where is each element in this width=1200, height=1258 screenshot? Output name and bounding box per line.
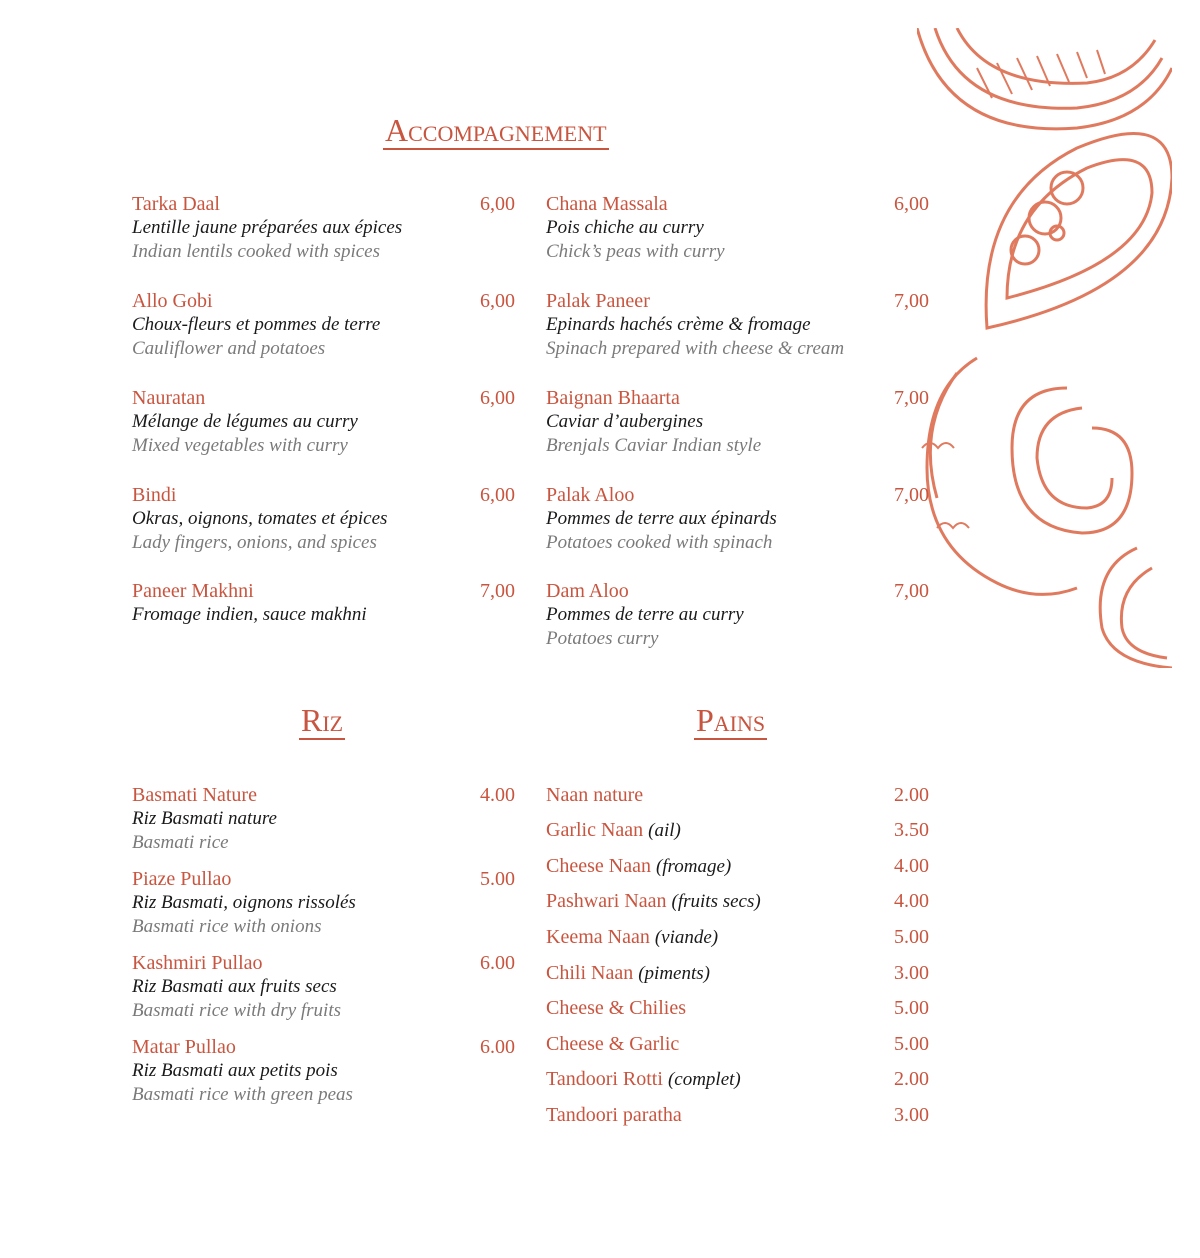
item-name: Pashwari Naan	[546, 890, 667, 912]
item-price: 4.00	[894, 855, 929, 877]
item-description-fr: Fromage indien, sauce makhni	[132, 604, 367, 625]
item-description-en: Basmati rice with onions	[132, 916, 322, 937]
item-description-en: Indian lentils cooked with spices	[132, 241, 381, 262]
item-note: (piments)	[638, 963, 710, 984]
bread-item	[546, 960, 929, 988]
item-price: 2.00	[894, 784, 929, 806]
item-description-fr: Pommes de terre aux épinards	[546, 508, 777, 529]
item-description-fr: Riz Basmati aux fruits secs	[132, 976, 337, 997]
bread-item	[546, 782, 929, 810]
item-description-fr: Choux-fleurs et pommes de terre	[132, 314, 381, 335]
item-price: 6.00	[480, 952, 515, 974]
item-name: Nauratan	[132, 387, 206, 409]
item-price: 7,00	[480, 580, 515, 602]
item-name: Baignan Bhaarta	[546, 387, 680, 409]
item-note: (fruits secs)	[671, 891, 761, 912]
item-name: Chili Naan	[546, 962, 634, 984]
henna-ornament-decoration	[917, 28, 1172, 668]
bread-item	[546, 1102, 929, 1130]
bread-item	[546, 817, 929, 845]
item-name: Palak Paneer	[546, 290, 650, 312]
item-description-fr: Epinards hachés crème & fromage	[546, 314, 811, 335]
item-price: 3.00	[894, 962, 929, 984]
item-description-fr: Mélange de légumes au curry	[132, 411, 358, 432]
item-price: 4.00	[480, 784, 515, 806]
bread-item	[546, 888, 929, 916]
item-description-fr: Caviar d’aubergines	[546, 411, 704, 432]
item-price: 5.00	[894, 926, 929, 948]
item-description-en: Basmati rice with green peas	[132, 1084, 353, 1105]
item-name: Matar Pullao	[132, 1036, 236, 1058]
bread-item	[546, 924, 929, 952]
item-name: Chana Massala	[546, 193, 668, 215]
item-price: 7,00	[894, 290, 929, 312]
bread-item	[546, 1031, 929, 1059]
item-name: Paneer Makhni	[132, 580, 254, 602]
item-description-fr: Pommes de terre au curry	[546, 604, 744, 625]
item-description-en: Lady fingers, onions, and spices	[132, 532, 377, 553]
bread-item	[546, 995, 929, 1023]
item-note: (complet)	[667, 1069, 741, 1090]
item-description-fr: Okras, oignons, tomates et épices	[132, 508, 388, 529]
item-name: Garlic Naan	[546, 819, 644, 841]
item-name: Cheese Naan	[546, 855, 651, 877]
item-name: Bindi	[132, 484, 177, 506]
item-note: (ail)	[648, 820, 681, 841]
item-price: 7,00	[894, 387, 929, 409]
item-name: Tandoori Rotti	[546, 1068, 663, 1090]
item-price: 5.00	[894, 997, 929, 1019]
item-description-en: Mixed vegetables with curry	[132, 435, 348, 456]
item-price: 3.00	[894, 1104, 929, 1126]
item-name: Dam Aloo	[546, 580, 629, 602]
item-price: 5.00	[480, 868, 515, 890]
item-name: Cheese & Chilies	[546, 997, 686, 1019]
item-price: 6,00	[480, 387, 515, 409]
item-price: 7,00	[894, 580, 929, 602]
item-note: (fromage)	[655, 856, 732, 877]
item-price: 6.00	[480, 1036, 515, 1058]
item-price: 5.00	[894, 1033, 929, 1055]
item-price: 7,00	[894, 484, 929, 506]
item-price: 6,00	[480, 290, 515, 312]
item-name: Naan nature	[546, 784, 644, 806]
item-price: 2.00	[894, 1068, 929, 1090]
item-name: Tandoori paratha	[546, 1104, 682, 1126]
item-description-en: Cauliflower and potatoes	[132, 338, 326, 359]
item-description-en: Basmati rice with dry fruits	[132, 1000, 341, 1021]
item-name: Kashmiri Pullao	[132, 952, 263, 974]
item-description-en: Basmati rice	[132, 832, 229, 853]
section-title-pains: Pains	[696, 702, 766, 738]
section-title-riz: Riz	[301, 702, 344, 738]
item-name: Piaze Pullao	[132, 868, 232, 890]
item-name: Tarka Daal	[132, 193, 220, 215]
item-description-en: Potatoes curry	[546, 628, 659, 649]
item-description-fr: Riz Basmati aux petits pois	[132, 1060, 338, 1081]
item-price: 3.50	[894, 819, 929, 841]
item-name: Palak Aloo	[546, 484, 635, 506]
item-name: Basmati Nature	[132, 784, 257, 806]
section-title-accompagnement: Accompagnement	[385, 112, 607, 148]
item-price: 6,00	[480, 193, 515, 215]
item-name: Keema Naan	[546, 926, 650, 948]
item-description-en: Chick’s peas with curry	[546, 241, 725, 262]
item-name: Cheese & Garlic	[546, 1033, 680, 1055]
item-description-en: Potatoes cooked with spinach	[546, 532, 773, 553]
item-price: 4.00	[894, 890, 929, 912]
item-description-fr: Riz Basmati, oignons rissolés	[132, 892, 356, 913]
item-description-fr: Riz Basmati nature	[132, 808, 277, 829]
bread-item	[546, 853, 929, 881]
item-name: Allo Gobi	[132, 290, 213, 312]
bread-item	[546, 1066, 929, 1094]
item-price: 6,00	[894, 193, 929, 215]
item-description-en: Spinach prepared with cheese & cream	[546, 338, 845, 359]
item-price: 6,00	[480, 484, 515, 506]
item-description-en: Brenjals Caviar Indian style	[546, 435, 762, 456]
item-description-fr: Lentille jaune préparées aux épices	[132, 217, 403, 238]
item-description-fr: Pois chiche au curry	[546, 217, 704, 238]
item-note: (viande)	[654, 927, 719, 948]
